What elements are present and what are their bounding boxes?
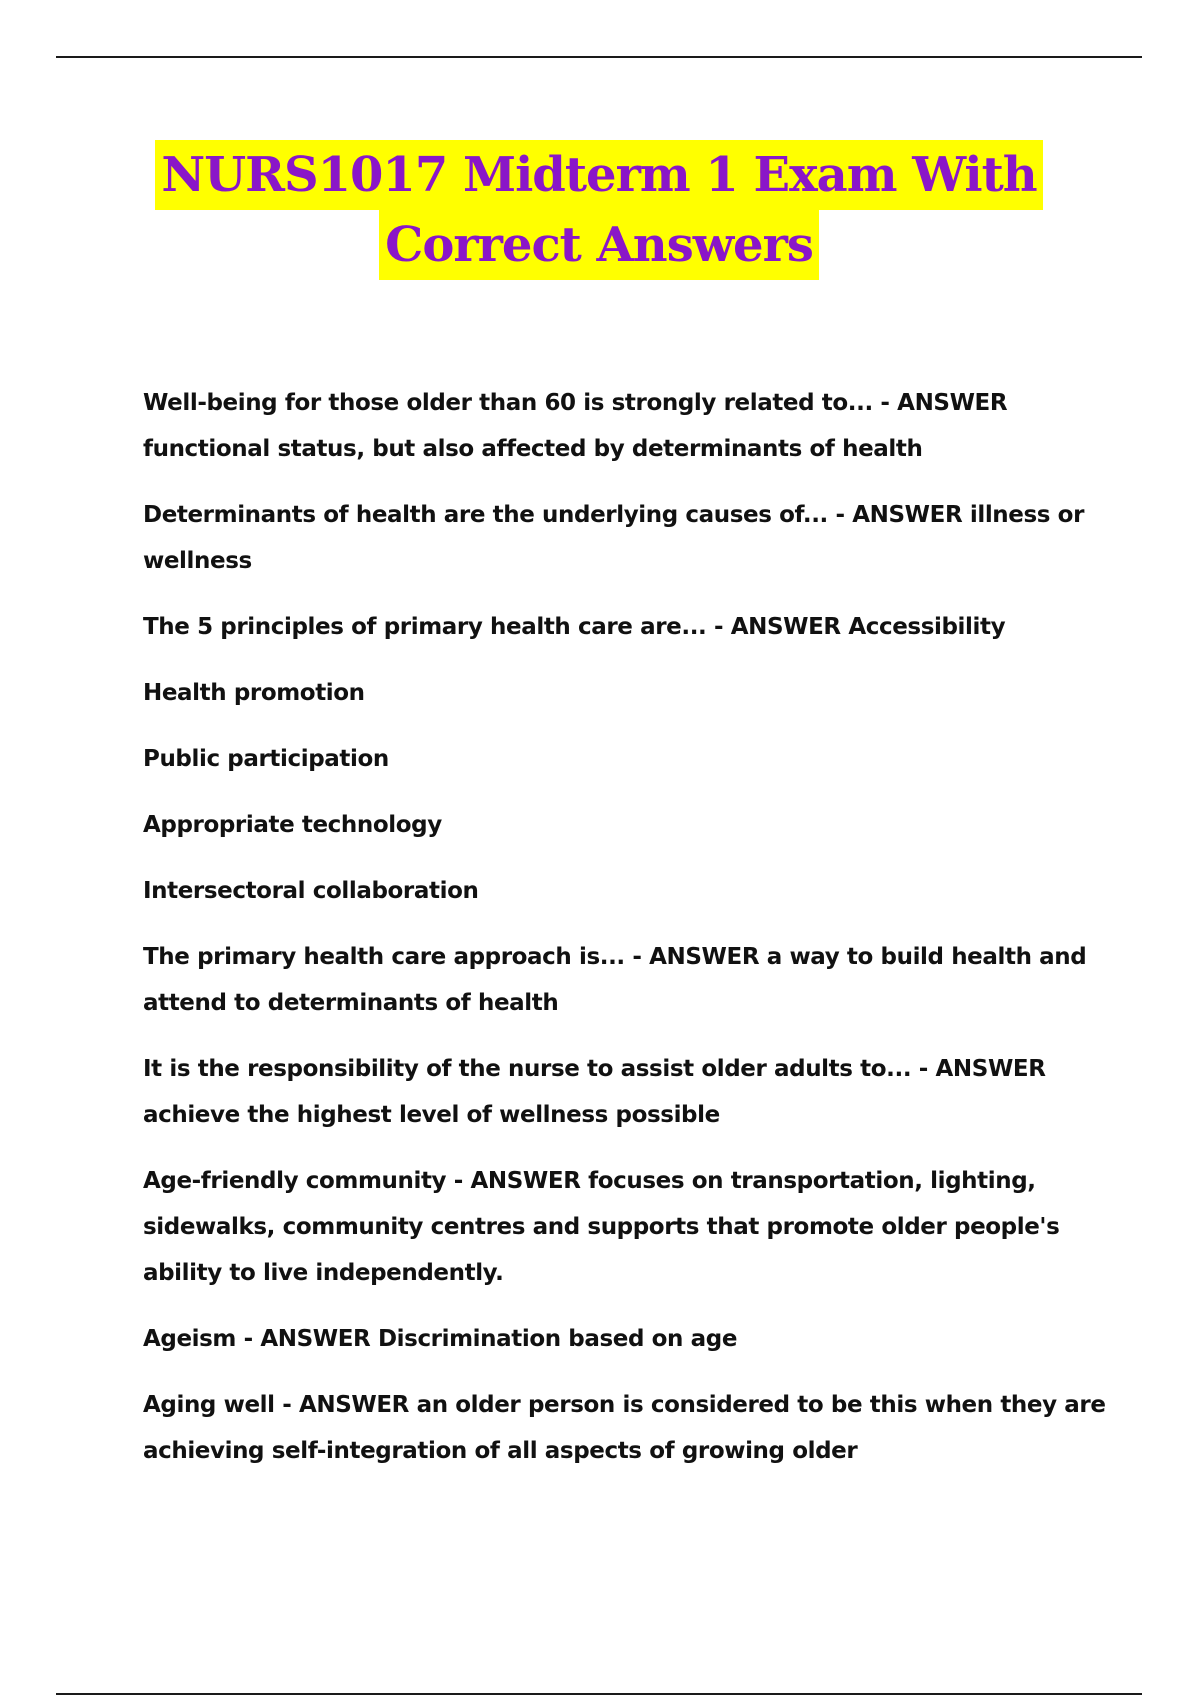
- qa-line: Ageism - ANSWER Discrimination based on age: [143, 1326, 738, 1352]
- qa-line: The primary health care approach is... - ANSWER a way to build health and: [143, 944, 1087, 970]
- document-title: [56, 140, 1142, 280]
- qa-line: Appropriate technology: [143, 812, 442, 838]
- title-line-2: Correct Answers: [379, 210, 819, 280]
- qa-item: [143, 380, 1093, 472]
- qa-line: Public participation: [143, 746, 389, 772]
- qa-line: achieve the highest level of wellness possible: [143, 1102, 720, 1128]
- qa-line: Age-friendly community - ANSWER focuses on transportation, lighting,: [143, 1168, 1036, 1194]
- title-line-1: NURS1017 Midterm 1 Exam With: [155, 140, 1042, 210]
- qa-item: [143, 670, 1093, 716]
- qa-line: Well-being for those older than 60 is strongly related to... - ANSWER: [143, 390, 1008, 416]
- qa-line: The 5 principles of primary health care are... - ANSWER Accessibility: [143, 614, 1006, 640]
- qa-item: [143, 868, 1093, 914]
- qa-line: wellness: [143, 548, 252, 574]
- qa-item: [143, 934, 1093, 1026]
- qa-line: ability to live independently.: [143, 1260, 504, 1286]
- qa-item: [143, 604, 1093, 650]
- qa-line: functional status, but also affected by determinants of health: [143, 436, 923, 462]
- qa-line: Determinants of health are the underlying causes of... - ANSWER illness or: [143, 502, 1085, 528]
- qa-line: sidewalks, community centres and supports that promote older people's: [143, 1214, 1060, 1240]
- qa-list: [143, 380, 1106, 1494]
- qa-line: Intersectoral collaboration: [143, 878, 479, 904]
- qa-line: Health promotion: [143, 680, 365, 706]
- bottom-rule: [56, 1693, 1142, 1695]
- qa-line: achieving self-integration of all aspects of growing older: [143, 1438, 858, 1464]
- qa-item: [143, 492, 1093, 584]
- qa-line: It is the responsibility of the nurse to assist older adults to... - ANSWER: [143, 1056, 1046, 1082]
- qa-line: Aging well - ANSWER an older person is considered to be this when they are: [143, 1392, 1106, 1418]
- qa-item: [143, 802, 1093, 848]
- qa-item: [143, 1158, 1093, 1296]
- top-rule: [56, 56, 1142, 58]
- qa-item: [143, 1046, 1093, 1138]
- qa-line: attend to determinants of health: [143, 990, 559, 1016]
- qa-item: [143, 1316, 1093, 1362]
- qa-item: [143, 736, 1093, 782]
- qa-item: [143, 1382, 1106, 1474]
